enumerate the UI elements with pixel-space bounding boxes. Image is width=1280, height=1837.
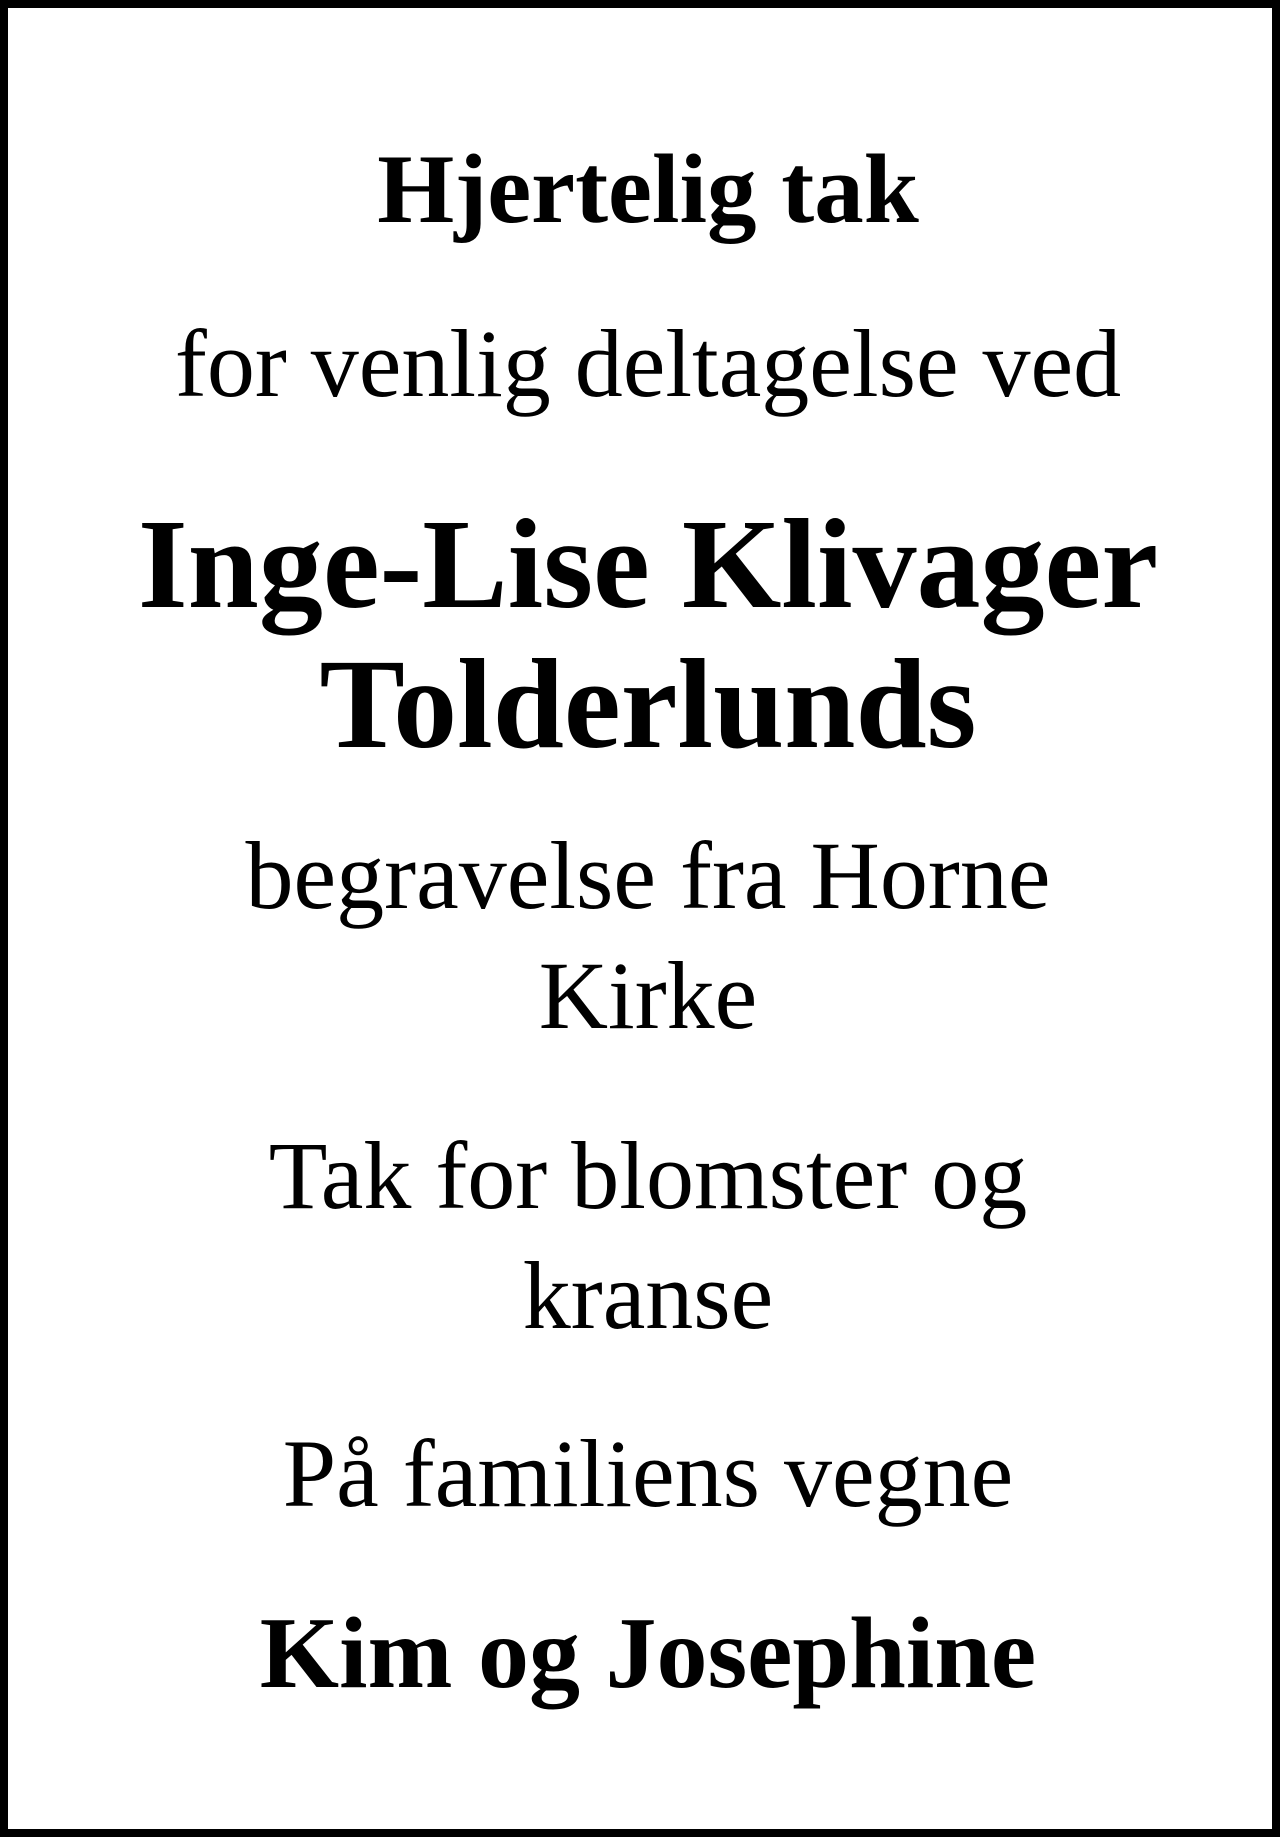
notice-heading: Hjertelig tak [377, 135, 919, 244]
on-behalf-text: På familiens vegne [282, 1420, 1014, 1527]
burial-text-line-2: Kirke [538, 942, 758, 1049]
notice-intro: for venlig deltagelse ved [174, 310, 1122, 417]
flowers-thanks-line-2: kranse [522, 1242, 774, 1349]
signers-names: Kim og Josephine [259, 1597, 1037, 1710]
deceased-name-line-2: Tolderlunds [319, 633, 977, 775]
burial-text-line-1: begravelse fra Horne [245, 822, 1051, 929]
deceased-name-line-1: Inge-Lise Klivager [137, 493, 1159, 635]
flowers-thanks-line-1: Tak for blomster og [268, 1122, 1028, 1229]
